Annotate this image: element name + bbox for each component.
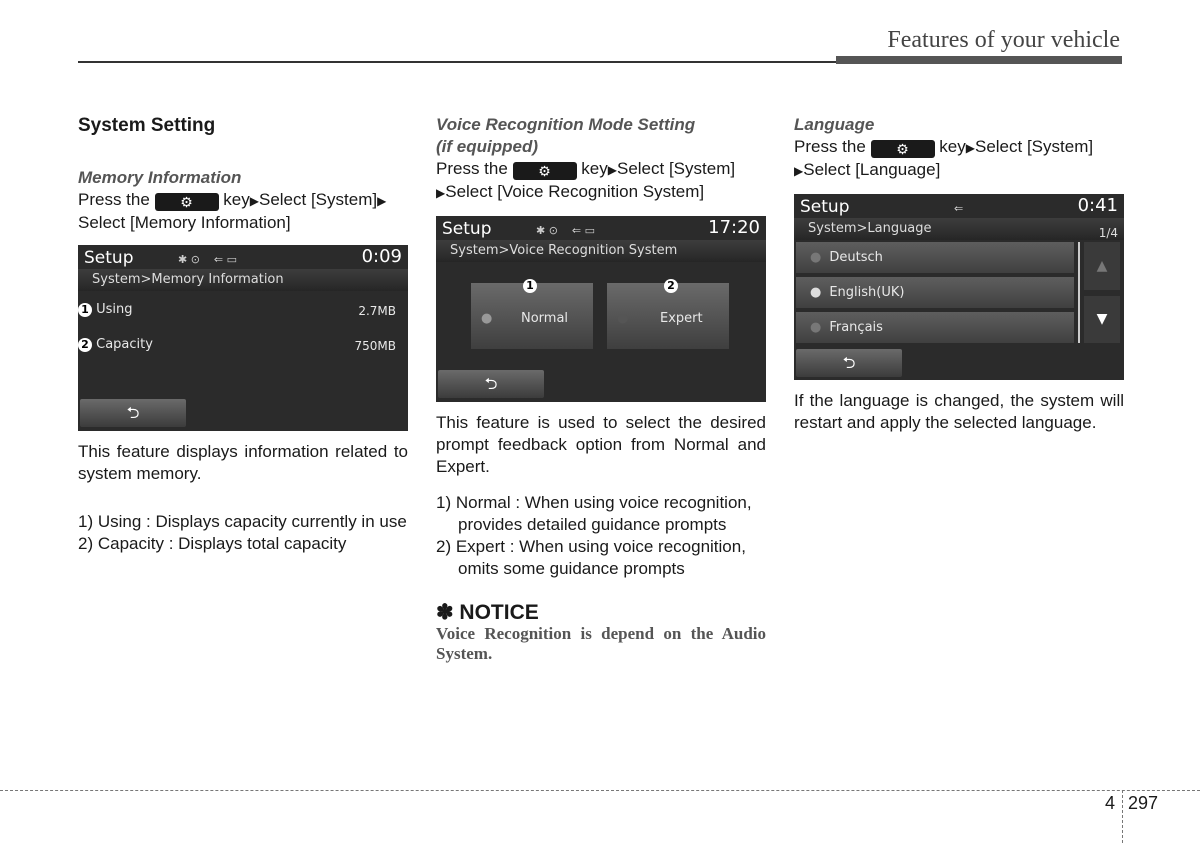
radio-icon: ●	[481, 311, 493, 326]
scroll-down-button[interactable]: ▼	[1084, 296, 1120, 343]
list-item: 1) Using : Displays capacity currently in use	[78, 512, 407, 531]
callout-2: 2	[78, 338, 92, 352]
radio-icon: ●	[810, 250, 822, 265]
radio-icon: ●	[810, 320, 822, 335]
memory-info-screen	[78, 245, 408, 431]
arrow-right-icon: ▶	[794, 164, 804, 178]
item-list	[436, 492, 766, 580]
list-item: 2) Capacity : Displays total capacity	[78, 534, 347, 553]
arrow-right-icon: ▶	[249, 194, 259, 208]
expert-option-button[interactable]: 2 ● Expert	[607, 283, 729, 349]
chapter-number: 4	[1105, 793, 1116, 813]
back-button[interactable]: ⮌	[80, 399, 186, 427]
arrow-right-icon: ▶	[377, 194, 387, 208]
instruction: Press the ⚙ key▶Select [System] ▶Select [Language]	[794, 137, 1094, 179]
list-item: 1) Normal : When using voice recognition, provides detailed guidance prompts	[436, 493, 752, 534]
setup-key-icon: ⚙	[155, 193, 219, 211]
arrow-right-icon: ▶	[436, 186, 446, 200]
subheading: Memory Information	[78, 168, 242, 187]
status-icons: ✱ ⊙ ⇐ ▭	[178, 253, 238, 266]
subheading: Voice Recognition Mode Setting	[436, 115, 696, 134]
status-icons: ✱ ⊙ ⇐ ▭	[536, 224, 596, 237]
capacity-row: 2 Capacity	[78, 334, 153, 356]
back-button[interactable]: ⮌	[796, 349, 902, 377]
page-header-title: Features of your vehicle	[887, 27, 1120, 53]
screen-title: Setup	[800, 197, 850, 217]
column-system-setting	[78, 110, 408, 555]
arrow-right-icon: ▶	[607, 163, 617, 177]
column-language	[794, 110, 1124, 434]
radio-icon: ●	[617, 311, 629, 326]
description: This feature is used to select the desired prompt feedback option from Normal and Expert.	[436, 413, 766, 476]
callout-1: 1	[523, 279, 537, 293]
language-item-english[interactable]: ● English(UK)	[796, 277, 1074, 308]
notice-title: ✽ NOTICE	[436, 601, 539, 624]
description: This feature displays information related to system memory.	[78, 442, 408, 483]
list-item: 2) Expert : When using voice recognition, omits some guidance prompts	[436, 537, 746, 578]
footer-divider	[1122, 790, 1123, 843]
back-button[interactable]: ⮌	[438, 370, 544, 398]
description: If the language is changed, the system will restart and apply the selected language.	[794, 391, 1124, 432]
radio-icon: ●	[810, 285, 822, 300]
setup-key-icon: ⚙	[513, 162, 577, 180]
scroll-up-button[interactable]: ▲	[1084, 242, 1120, 290]
subheading: Language	[794, 115, 875, 134]
screen-clock: 0:41	[1077, 195, 1118, 216]
page-number: 297	[1128, 793, 1159, 813]
page-indicator: 1/4	[1098, 226, 1118, 240]
language-item-deutsch[interactable]: ● Deutsch	[796, 242, 1074, 273]
setup-key-icon: ⚙	[871, 140, 935, 158]
callout-1: 1	[78, 303, 92, 317]
screen-title: Setup	[84, 248, 134, 268]
screen-clock: 17:20	[708, 217, 760, 238]
screen-title: Setup	[442, 219, 492, 239]
instruction: Press the ⚙ key▶Select [System]▶ Select [Memory Information]	[78, 190, 387, 232]
normal-option-button[interactable]: 1 ● Normal	[471, 283, 593, 349]
footer-rule	[0, 790, 1200, 791]
using-row: 1 Using	[78, 299, 133, 321]
voice-recognition-screen	[436, 216, 766, 402]
screen-path: System>Memory Information	[78, 269, 408, 291]
screen-clock: 0:09	[361, 246, 402, 267]
capacity-value: 750MB	[354, 339, 396, 353]
using-value: 2.7MB	[358, 304, 396, 318]
screen-path: System>Voice Recognition System	[436, 240, 766, 262]
usb-icon: ⇐	[954, 202, 964, 215]
language-screen	[794, 194, 1124, 380]
section-heading: System Setting	[78, 115, 216, 136]
scrollbar[interactable]	[1078, 242, 1080, 343]
notice-text: Voice Recognition is depend on the Audio System.	[436, 624, 766, 663]
screen-path: System>Language	[794, 218, 1124, 240]
arrow-right-icon: ▶	[965, 141, 975, 155]
callout-2: 2	[664, 279, 678, 293]
item-list	[78, 511, 408, 555]
header-rule-accent	[836, 56, 1122, 64]
language-item-francais[interactable]: ● Français	[796, 312, 1074, 343]
column-voice-recognition	[436, 110, 766, 664]
header-rule	[78, 61, 836, 63]
subheading-note: (if equipped)	[436, 137, 538, 156]
instruction: Press the ⚙ key▶Select [System] ▶Select [Voice Recognition System]	[436, 159, 736, 201]
